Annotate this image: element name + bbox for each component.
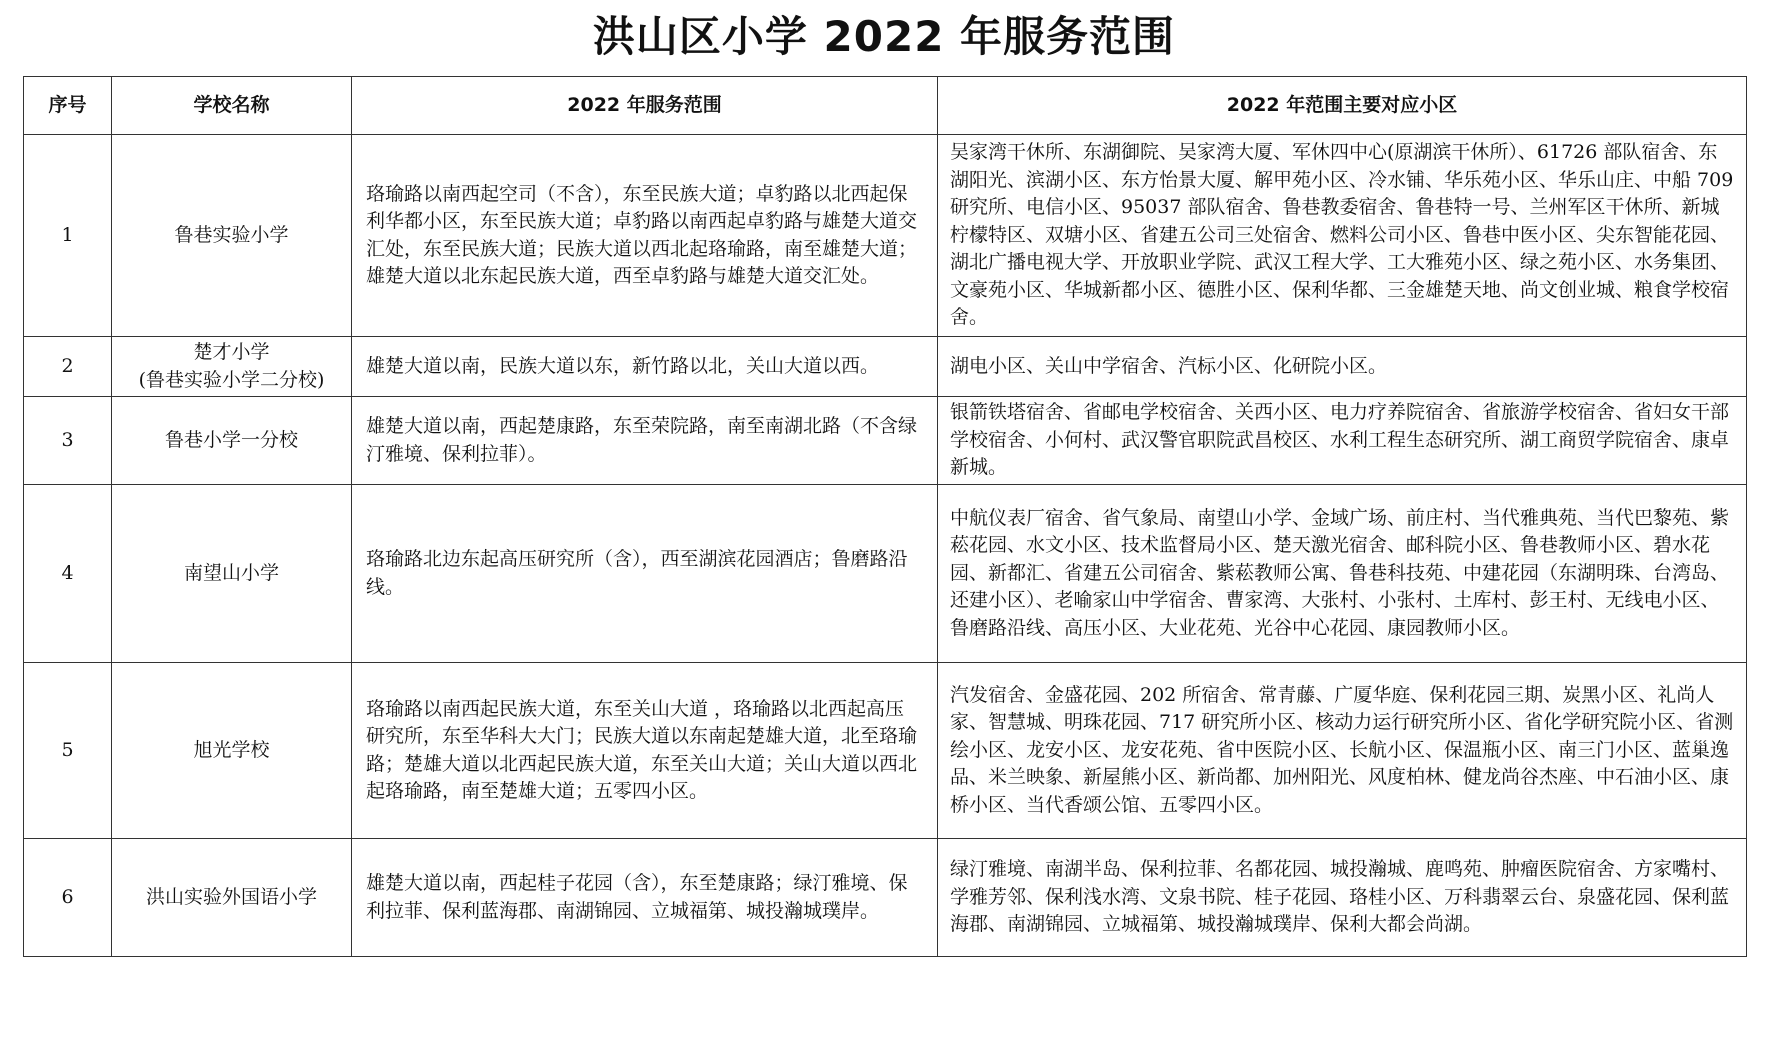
row-no: 2 [24, 337, 112, 397]
row-school: 鲁巷小学一分校 [112, 397, 352, 485]
row-areas: 中航仪表厂宿舍、省气象局、南望山小学、金域广场、前庄村、当代雅典苑、当代巴黎苑、紫菘花园、水文小区、技术监督局小区、楚天激光宿舍、邮科院小区、鲁巷教师小区、碧水花园、新都汇、省建五公司宿舍、紫菘教师公寓、鲁巷科技苑、中建花园（东湖明珠、台湾岛、还建小区）、老喻家山中学宿舍、曹家湾、大张村、小张村、土库村、彭王村、无线电小区、鲁磨路沿线、高压小区、大业花苑、光谷中心花园、康园教师小区。 [938, 485, 1747, 663]
row-range: 雄楚大道以南，西起楚康路，东至荣院路，南至南湖北路（不含绿汀雅境、保利拉菲）。 [352, 397, 938, 485]
service-range-table [23, 76, 1747, 957]
page-title: 洪山区小学 2022 年服务范围 [592, 12, 1176, 61]
table-header-row [24, 77, 1747, 135]
row-range: 雄楚大道以南，西起桂子花园（含），东至楚康路；绿汀雅境、保利拉菲、保利蓝海郡、南湖锦园、立城福第、城投瀚城璞岸。 [352, 839, 938, 957]
header-areas: 2022 年范围主要对应小区 [938, 77, 1747, 135]
row-range: 珞瑜路以南西起民族大道，东至关山大道 ，珞瑜路以北西起高压研究所，东至华科大大门；民族大道以东南起楚雄大道，北至珞瑜路；楚雄大道以北西起民族大道，东至关山大道；关山大道以西北起珞瑜路，南至楚雄大道；五零四小区。 [352, 663, 938, 839]
row-no: 4 [24, 485, 112, 663]
row-school: 南望山小学 [112, 485, 352, 663]
row-school-name: 楚才小学 [193, 341, 270, 363]
row-range: 珞瑜路北边东起高压研究所（含），西至湖滨花园酒店；鲁磨路沿线。 [352, 485, 938, 663]
row-areas: 湖电小区、关山中学宿舍、汽标小区、化研院小区。 [938, 337, 1747, 397]
row-school: 鲁巷实验小学 [112, 135, 352, 337]
table-row [24, 135, 1747, 337]
row-areas: 汽发宿舍、金盛花园、202 所宿舍、常青藤、广厦华庭、保利花园三期、炭黑小区、礼尚人家、智慧城、明珠花园、717 研究所小区、核动力运行研究所小区、省化学研究院小区、省测绘小区、龙安小区、龙安花苑、省中医院小区、长航小区、保温瓶小区、南三门小区、蓝巢逸品、米兰映象、新屋熊小区、新尚都、加州阳光、风度柏林、健龙尚谷杰座、中石油小区、康桥小区、当代香颂公馆、五零四小区。 [938, 663, 1747, 839]
table-row [24, 485, 1747, 663]
row-no: 5 [24, 663, 112, 839]
row-areas: 吴家湾干休所、东湖御院、吴家湾大厦、军休四中心(原湖滨干休所）、61726 部队宿舍、东湖阳光、滨湖小区、东方怡景大厦、解甲苑小区、冷水铺、华乐苑小区、华乐山庄、中船 709 研究所、电信小区、95037 部队宿舍、鲁巷教委宿舍、鲁巷特一号、兰州军区干休所、新城柠檬特区、双塘小区、省建五公司三处宿舍、燃料公司小区、鲁巷中医小区、尖东智能花园、湖北广播电视大学、开放职业学院、武汉工程大学、工大雅苑小区、绿之苑小区、水务集团、文豪苑小区、华城新都小区、德胜小区、保利华都、三金雄楚天地、尚文创业城、粮食学校宿舍。 [938, 135, 1747, 337]
header-no: 序号 [24, 77, 112, 135]
row-school: 旭光学校 [112, 663, 352, 839]
row-range: 珞瑜路以南西起空司（不含），东至民族大道；卓豹路以北西起保利华都小区，东至民族大道；卓豹路以南西起卓豹路与雄楚大道交汇处，东至民族大道；民族大道以西北起珞瑜路，南至雄楚大道；雄楚大道以北东起民族大道，西至卓豹路与雄楚大道交汇处。 [352, 135, 938, 337]
header-range: 2022 年服务范围 [352, 77, 938, 135]
row-no: 1 [24, 135, 112, 337]
table-row [24, 839, 1747, 957]
header-school: 学校名称 [112, 77, 352, 135]
table-row [24, 397, 1747, 485]
row-school-subname: (鲁巷实验小学二分校) [138, 368, 325, 391]
row-no: 6 [24, 839, 112, 957]
table-row [24, 337, 1747, 397]
table-row [24, 663, 1747, 839]
row-areas: 绿汀雅境、南湖半岛、保利拉菲、名都花园、城投瀚城、鹿鸣苑、肿瘤医院宿舍、方家嘴村、学雅芳邻、保利浅水湾、文泉书院、桂子花园、珞桂小区、万科翡翠云台、泉盛花园、保利蓝海郡、南湖锦园、立城福第、城投瀚城璞岸、保利大都会尚湖。 [938, 839, 1747, 957]
row-areas: 银箭铁塔宿舍、省邮电学校宿舍、关西小区、电力疗养院宿舍、省旅游学校宿舍、省妇女干部学校宿舍、小何村、武汉警官职院武昌校区、水利工程生态研究所、湖工商贸学院宿舍、康卓新城。 [938, 397, 1747, 485]
row-school: 洪山实验外国语小学 [112, 839, 352, 957]
row-school [112, 337, 352, 397]
row-no: 3 [24, 397, 112, 485]
row-range: 雄楚大道以南，民族大道以东，新竹路以北，关山大道以西。 [352, 337, 938, 397]
